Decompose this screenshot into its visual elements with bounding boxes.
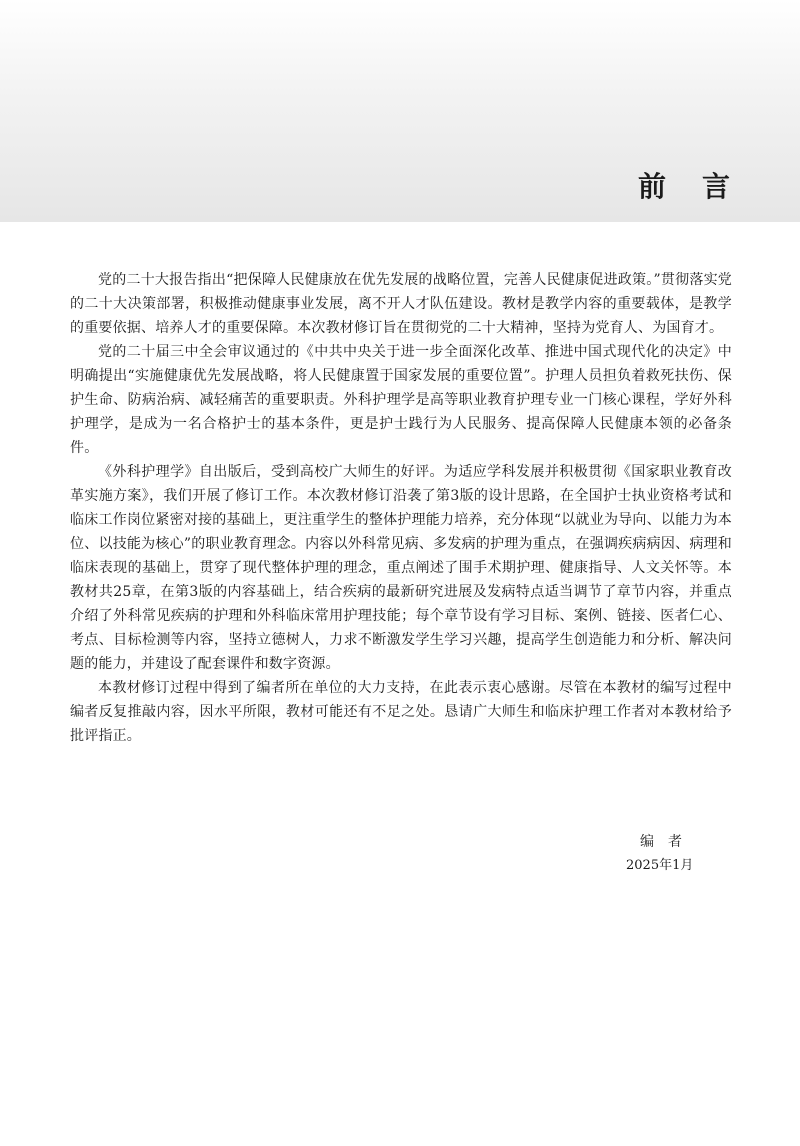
page-title: 前言 (637, 170, 766, 203)
signature-author: 编者 (640, 834, 696, 850)
paragraph-2: 党的二十届三中全会审议通过的《中共中央关于进一步全面深化改革、推进中国式现代化的决定》中明确提出“实施健康优先发展战略，将人民健康置于国家发展的重要位置”。护理人员担负着救死扶伤、保护生命、防病治病、减轻痛苦的重要职责。外科护理学是高等职业教育护理专业一门核心课程，学好外科护理学，是成为一名合格护士的基本条件，更是护士践行为人民服务、提高保障人民健康本领的必备条件。 (70, 344, 732, 456)
paragraph-4: 本教材修订过程中得到了编者所在单位的大力支持，在此表示衷心感谢。尽管在本教材的编写过程中编者反复推敲内容，因水平所限，教材可能还有不足之处。恳请广大师生和临床护理工作者对本教材给予批评指正。 (70, 680, 732, 744)
signature-date: 2025年1月 (626, 858, 694, 873)
header-band (0, 0, 800, 222)
paragraph-3: 《外科护理学》自出版后，受到高校广大师生的好评。为适应学科发展并积极贯彻《国家职业教育改革实施方案》，我们开展了修订工作。本次教材修订沿袭了第3版的设计思路，在全国护士执业资格考试和临床工作岗位紧密对接的基础上，更注重学生的整体护理能力培养，充分体现“以就业为导向、以能力为本位、以技能为核心”的职业教育理念。内容以外科常见病、多发病的护理为重点，在强调疾病病因、病理和临床表现的基础上，贯穿了现代整体护理的理念，重点阐述了围手术期护理、健康指导、人文关怀等。本教材共25章，在第3版的内容基础上，结合疾病的最新研究进展及发病特点适当调节了章节内容，并重点介绍了外科常见疾病的护理和外科临床常用护理技能；每个章节设有学习目标、案例、链接、医者仁心、考点、目标检测等内容，坚持立德树人，力求不断激发学生学习兴趣，提高学生创造能力和分析、解决问题的能力，并建设了配套课件和数字资源。 (70, 464, 732, 672)
preface-body (70, 268, 732, 748)
paragraph-1: 党的二十大报告指出“把保障人民健康放在优先发展的战略位置，完善人民健康促进政策。”贯彻落实党的二十大决策部署，积极推动健康事业发展，离不开人才队伍建设。教材是教学内容的重要载体，是教学的重要依据、培养人才的重要保障。本次教材修订旨在贯彻党的二十大精神，坚持为党育人、为国育才。 (70, 272, 732, 336)
